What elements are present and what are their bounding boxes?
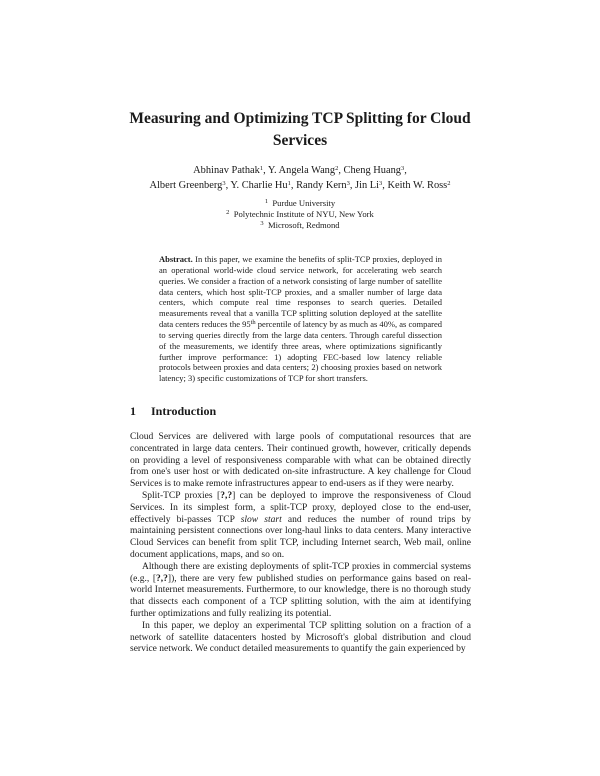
section-number: 1 [130,404,136,418]
emphasis: slow start [240,514,282,525]
affiliation: $^2$ Polytechnic Institute of NYU, New York [226,209,374,219]
citation: ?,? [220,490,233,501]
abstract-label: Abstract. [159,254,193,264]
author: Y. Charlie Hu$^1$, [230,180,297,191]
paragraph: In this paper, we deploy an experimental TCP splitting solution on a fraction of a network of satellite datacenters hosted by Microsoft's global distribution and cloud service network. We conduct detailed measurements to quantify the gain experienced by [130,620,471,655]
affiliation-list [150,198,450,231]
author: Jin Li$^3$, [355,180,388,191]
paragraph: Although there are existing deployments of split-TCP proxies in commercial systems (e.g., [?,?]), there are very few published studies on performance gains based on real-world Internet measurements. Furthermore, to our knowledge, there is no thorough study that dissects each component of a TCP splitting solution, with the aim at identifying further optimizations and fully realizing its potential. [130,561,471,619]
affiliation: $^1$ Purdue University [264,198,336,208]
abstract [159,254,442,384]
author: Cheng Huang$^3$, [343,165,407,176]
section-title: Introduction [151,404,217,418]
author: Abhinav Pathak$^1$, [193,165,268,176]
percentile-superscript: th [250,319,256,327]
author: Keith W. Ross$^2$ [387,180,451,191]
author: Y. Angela Wang$^2$, [267,165,344,176]
citation: ?,? [156,573,168,584]
abstract-text-cont: percentile of latency by as much as 40%, as compared to serving queries directly from the large data centers. Through careful dissection of the measurements, we identify three areas, where optimizations significantly further improve performance: 1) adopting FEC-based low latency reliable protocols between proxies and data centers; 2) choosing proxies based on network latency; 3) specific customizations of TCP for short transfers. [159,319,442,384]
paper-title: Measuring and Optimizing TCP Splitting for Cloud Services [129,110,471,149]
abstract-text: In this paper, we examine the benefits of split-TCP proxies, deployed in an operational world-wide cloud service network, for accelerating web search queries. We consider a fraction of a network consisting of large number of satellite data centers, which host split-TCP proxies, and a smaller number of large data centers, which compute real time responses to search queries. Detailed measurements reveal that a vanilla TCP splitting solution deployed at the satellite data centers reduces the 95 [159,254,442,330]
author: Albert Greenberg$^3$, [149,180,231,191]
author: Randy Kern$^3$, [296,180,356,191]
author-list [100,163,500,193]
section-heading [130,404,216,419]
section-body [130,432,471,656]
paragraph: Split-TCP proxies [?,?] can be deployed to improve the responsiveness of Cloud Services. In its simplest form, a split-TCP proxy, deployed close to the end-user, effectively bi-passes TCP slow start and reduces the number of round trips by maintaining persistent connections over long-haul links to data centers. Many interactive Cloud Services can benefit from split TCP, including Internet search, Web mail, online document applications, maps, and so on. [130,490,471,560]
affiliation: $^3$ Microsoft, Redmond [260,220,340,230]
paragraph: Cloud Services are delivered with large pools of computational resources that are concentrated in large data centers. Their continued growth, however, critically depends on providing a level of responsiveness comparable with what can be obtained directly from one's user host or with dedicated on-site infrastructure. A key challenge for Cloud Services is to make remote infrastructures appear to end-users as if they were nearby. [130,432,471,490]
